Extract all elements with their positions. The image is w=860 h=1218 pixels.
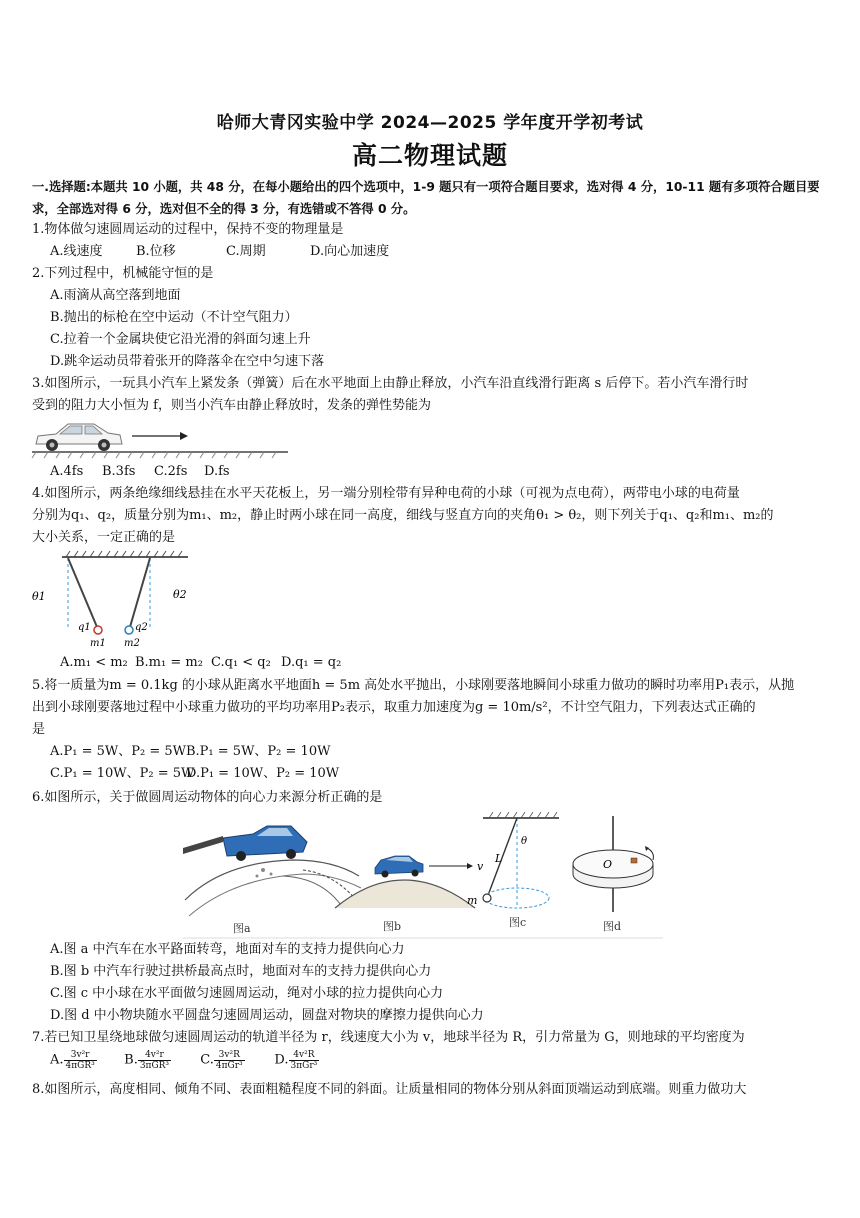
q1-label: q1 [78, 622, 91, 633]
q1-option-b: B.位移 [136, 244, 176, 259]
q3-stem-line1: 3.如图所示，一玩具小汽车上紧发条（弹簧）后在水平地面上由静止释放，小汽车沿直线滑行距离 s 后停下。若小汽车滑行时 [32, 376, 749, 391]
q3-option-d: D.fs [204, 464, 230, 479]
q4-stem-line1: 4.如图所示，两条绝缘细线悬挂在水平天花板上，另一端分别栓带有异种电荷的小球（可视为点电荷），两带电小球的电荷量 [32, 486, 740, 501]
q2-stem: 2.下列过程中，机械能守恒的是 [32, 266, 214, 281]
q1-option-c: C.周期 [226, 244, 266, 259]
q6-stem: 6.如图所示，关于做圆周运动物体的向心力来源分析正确的是 [32, 790, 383, 805]
q7-options [50, 1050, 319, 1071]
q5-stem-line1: 5.将一质量为m = 0.1kg 的小球从距离水平地面h = 5m 高处水平抛出，小球刚要落地瞬间小球重力做功的瞬时功率用P₁表示，从抛 [32, 678, 795, 693]
q2-option-a: A.雨滴从高空落到地面 [50, 288, 181, 303]
q3-option-a: A.4fs [50, 464, 84, 479]
paper-title: 高二物理试题 [351, 141, 508, 170]
q5-option-d: D.P₁ = 10W、P₂ = 10W [186, 766, 340, 781]
q1-options [50, 242, 389, 262]
fig-a-caption: 图a [233, 922, 251, 935]
q4-option-a: A.m₁ < m₂ [60, 655, 128, 670]
q5-option-c: C.P₁ = 10W、P₂ = 5W [50, 766, 195, 781]
q2-option-c: C.拉着一个金属块使它沿光滑的斜面匀速上升 [50, 332, 311, 347]
q7-option-a: A. 3v²r 4πGR³ [50, 1050, 95, 1071]
fig-b-v-label: v [477, 860, 484, 873]
q6-figures [183, 812, 663, 940]
school-title: 哈师大青冈实验中学 2024—2025 学年度开学初考试 [216, 113, 644, 133]
q4-stem-line2: 分别为q₁、q₂，质量分别为m₁、m₂，静止时两小球在同一高度，细线与竖直方向的夹角θ₁ > θ₂，则下列关于q₁、q₂和m₁、m₂的 [32, 508, 774, 523]
q6-option-c: C.图 c 中小球在水平面做匀速圆周运动，绳对小球的拉力提供向心力 [50, 986, 444, 1001]
fig-c-L-label: L [495, 852, 503, 865]
section-instruction: 一.选择题:本题共 10 小题，共 48 分，在每小题给出的四个选项中，1-9 题只有一项符合题目要求，选对得 4 分，10-11 题有多项符合题目要求，全部选对得 6 分，选对但不全的得 3 分，有选错或不答得 0 分。 [32, 180, 820, 216]
q5-option-a: A.P₁ = 5W、P₂ = 5W [50, 744, 187, 759]
q1-stem: 1.物体做匀速圆周运动的过程中，保持不变的物理量是 [32, 222, 344, 237]
fig-c-theta-label: θ [521, 836, 528, 847]
q3-car-figure [30, 418, 292, 460]
q1-option-d: D.向心加速度 [310, 244, 390, 259]
fig-a-turning-car [183, 826, 361, 916]
fig-d-caption: 图d [603, 920, 622, 933]
q7-option-d: D. 4v²R 3πGr³ [274, 1050, 318, 1071]
fig-b-arch-bridge [335, 856, 478, 908]
q4-option-c: C.q₁ < q₂ [211, 655, 271, 670]
q5-option-b: B.P₁ = 5W、P₂ = 10W [186, 744, 331, 759]
q6-option-a: A.图 a 中汽车在水平路面转弯，地面对车的支持力提供向心力 [50, 942, 405, 957]
q4-stem-line3: 大小关系，一定正确的是 [32, 530, 176, 545]
q8-stem: 8.如图所示，高度相同、倾角不同、表面粗糙程度不同的斜面。让质量相同的物体分别从斜面顶端运动到底端。则重力做功大 [32, 1082, 747, 1097]
q6-option-b: B.图 b 中汽车行驶过拱桥最高点时，地面对车的支持力提供向心力 [50, 964, 432, 979]
m1-label: m1 [90, 638, 106, 649]
theta2-label: θ2 [173, 588, 187, 601]
q7-stem: 7.若已知卫星绕地球做匀速圆周运动的轨道半径为 r，线速度大小为 v，地球半径为 R，引力常量为 G，则地球的平均密度为 [32, 1030, 745, 1045]
q2-option-d: D.跳伞运动员带着张开的降落伞在空中匀速下落 [50, 354, 325, 369]
q3-option-c: C.2fs [154, 464, 188, 479]
q1-option-a: A.线速度 [50, 244, 103, 259]
q2-label: q2 [135, 622, 148, 633]
q4-pendulum-figure [28, 550, 196, 652]
q4-option-b: B.m₁ = m₂ [135, 655, 203, 670]
q2-option-b: B.抛出的标枪在空中运动（不计空气阻力） [50, 310, 298, 325]
fig-b-caption: 图b [383, 920, 402, 933]
fig-c-m-label: m [467, 894, 478, 907]
q5-stem-line2: 出到小球刚要落地过程中小球重力做功的平均功率用P₂表示，取重力加速度为g = 10m/s²，不计空气阻力，下列表达式正确的 [32, 700, 756, 715]
q3-stem-line2: 受到的阻力大小恒为 f，则当小汽车由静止释放时，发条的弹性势能为 [32, 398, 431, 413]
fig-d-O-label: O [603, 858, 613, 871]
fig-d-rotating-disk [573, 816, 653, 912]
q6-option-d: D.图 d 中小物块随水平圆盘匀速圆周运动，圆盘对物块的摩擦力提供向心力 [50, 1008, 484, 1023]
m2-label: m2 [124, 638, 140, 649]
theta1-label: θ1 [32, 590, 46, 603]
q4-options [60, 653, 341, 673]
q5-options-row1 [50, 742, 330, 762]
q7-option-b: B. 4v²r 3πGR³ [124, 1050, 170, 1071]
q4-option-d: D.q₁ = q₂ [281, 655, 342, 670]
q7-option-c: C. 3v²R 4πGr³ [200, 1050, 243, 1071]
q5-stem-line3: 是 [32, 722, 46, 737]
fig-c-caption: 图c [509, 916, 527, 929]
q3-options [50, 462, 230, 482]
q3-option-b: B.3fs [102, 464, 136, 479]
toy-car-icon [36, 424, 122, 451]
q5-options-row2 [50, 764, 339, 784]
motion-arrow-icon [132, 432, 188, 440]
